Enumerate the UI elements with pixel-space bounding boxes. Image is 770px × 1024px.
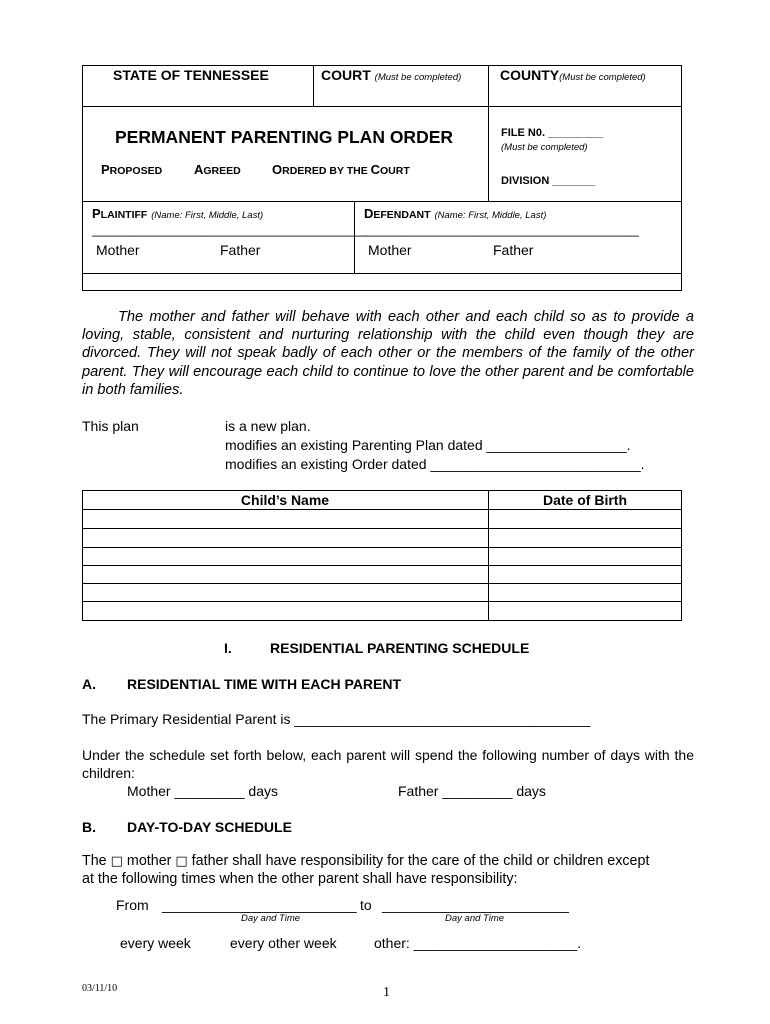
- section-a-number: A.: [82, 676, 96, 692]
- form-title: PERMANENT PARENTING PLAN ORDER: [115, 127, 454, 147]
- col-header-dob: Date of Birth: [543, 492, 627, 508]
- father-days-field[interactable]: Father _________ days: [398, 783, 546, 799]
- status-options: PROPOSED: [101, 162, 163, 177]
- section-b-number: B.: [82, 819, 96, 835]
- freq-every-other-week: every other week: [230, 935, 337, 951]
- agreed-option: AGREED: [194, 162, 241, 177]
- plaintiff-father-option: Father: [220, 242, 261, 258]
- plan-label: This plan: [82, 418, 139, 434]
- defendant-father-option: Father: [493, 242, 534, 258]
- county-label: COUNTY(Must be completed): [500, 67, 646, 83]
- freq-other: other: _____________________.: [374, 935, 582, 951]
- freq-every-week: every week: [120, 935, 191, 951]
- day-to-day-line1: The □ mother □ father shall have responsibility for the care of the child or children except: [82, 853, 650, 869]
- section-a-title: RESIDENTIAL TIME WITH EACH PARENT: [127, 676, 402, 692]
- from-time-caption: Day and Time: [241, 913, 301, 924]
- state-label: STATE OF TENNESSEE: [113, 67, 269, 83]
- plaintiff-mother-option: Mother: [96, 242, 140, 258]
- mother-days-field[interactable]: Mother _________ days: [127, 783, 278, 799]
- responsible-father-checkbox[interactable]: □: [175, 854, 188, 869]
- plan-option-modifies-order: modifies an existing Order dated ___________________________.: [225, 456, 645, 472]
- intro-paragraph: The mother and father will behave with each other and each child so as to provide a loving, stable, consistent and nurturing relationship with the child even though they are divorced. They will not speak badly of each other or the members of the family of the other parent. They will encourage each child to continue to love the other parent and be comfortable in both families.: [82, 309, 694, 398]
- to-time-caption: Day and Time: [445, 913, 505, 924]
- defendant-label: DEFENDANT (Name: First, Middle, Last): [364, 206, 547, 221]
- defendant-name-field[interactable]: ______________________________________: [364, 222, 639, 237]
- page-number: 1: [383, 985, 390, 1000]
- file-no-note: (Must be completed): [501, 142, 588, 153]
- to-time-field[interactable]: ________________________: [382, 897, 569, 913]
- schedule-text: Under the schedule set forth below, each parent will spend the following number of days with the children:: [82, 747, 694, 781]
- plaintiff-label: PLAINTIFF (Name: First, Middle, Last): [92, 206, 264, 221]
- day-to-day-line2: at the following times when the other parent shall have responsibility:: [82, 871, 518, 887]
- plan-option-new: is a new plan.: [225, 418, 311, 434]
- section-1-title: RESIDENTIAL PARENTING SCHEDULE: [270, 640, 530, 656]
- file-no-label: FILE N0. _________: [501, 127, 604, 139]
- to-label: to: [360, 897, 372, 913]
- from-time-field[interactable]: _________________________: [162, 897, 357, 913]
- footer-date: 03/11/10: [82, 983, 118, 994]
- plaintiff-name-field[interactable]: ______________________________________: [92, 222, 367, 237]
- defendant-mother-option: Mother: [368, 242, 412, 258]
- division-label: DIVISION _______: [501, 175, 596, 187]
- responsible-mother-checkbox[interactable]: □: [110, 854, 123, 869]
- from-label: From: [116, 897, 149, 913]
- ordered-option: ORDERED BY THE COURT: [272, 162, 410, 177]
- col-header-child-name: Child’s Name: [240, 492, 330, 508]
- section-1-number: I.: [224, 640, 232, 656]
- plan-option-modifies-plan: modifies an existing Parenting Plan dated __________________.: [225, 437, 631, 453]
- section-b-title: DAY-TO-DAY SCHEDULE: [127, 819, 292, 835]
- primary-parent-line: The Primary Residential Parent is ______________________________________: [82, 711, 591, 727]
- court-label: COURT (Must be completed): [321, 67, 462, 83]
